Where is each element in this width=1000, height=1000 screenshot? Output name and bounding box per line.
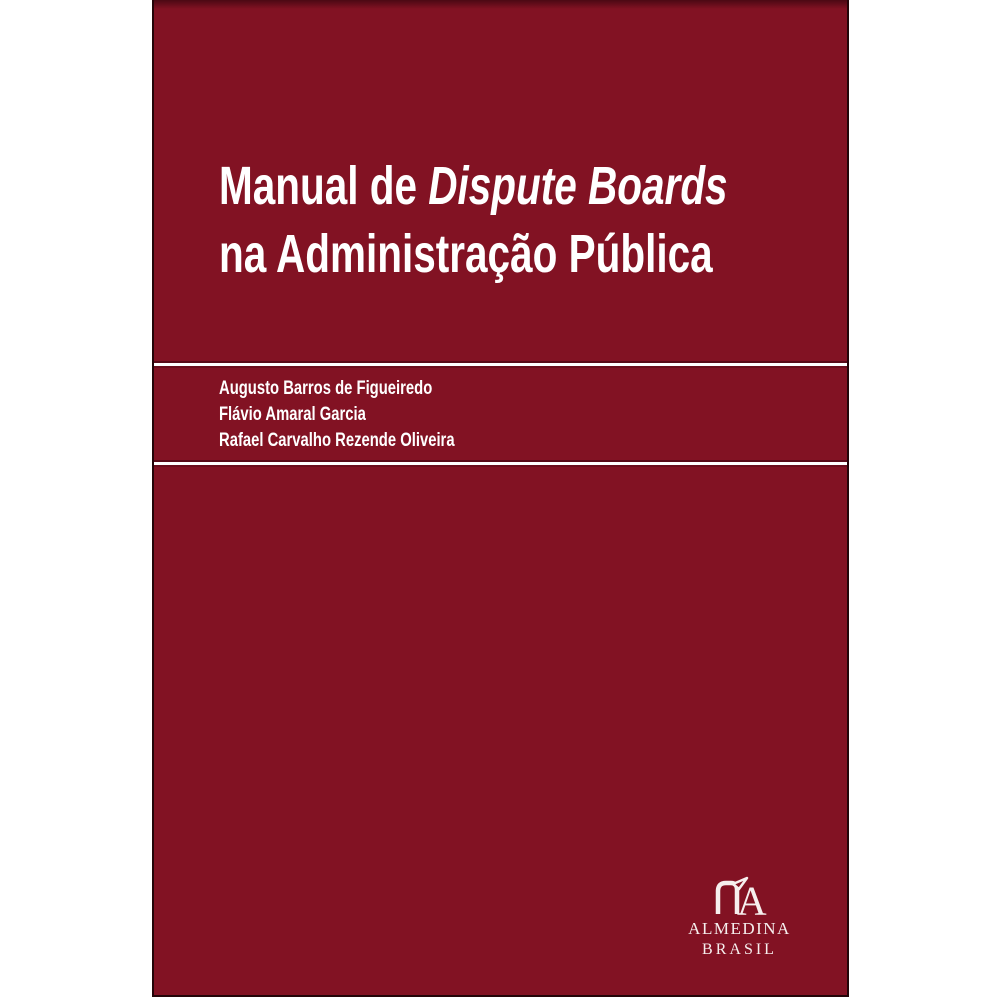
author-name: Augusto Barros de Figueiredo <box>219 378 433 399</box>
svg-text:A: A <box>736 877 767 916</box>
book-title-line1-regular: Manual de <box>219 156 429 217</box>
publisher-logo-block <box>682 876 797 959</box>
publisher-name: ALMEDINA <box>688 919 791 938</box>
book-title-line1-italic: Dispute Boards <box>428 156 728 217</box>
author-name: Flávio Amaral Garcia <box>219 404 366 425</box>
book-title <box>219 152 728 288</box>
almedina-open-book-monogram-icon <box>710 876 770 916</box>
author-list <box>219 376 455 454</box>
book-cover <box>152 0 849 997</box>
publisher-region: BRASIL <box>702 941 777 958</box>
author-name: Rafael Carvalho Rezende Oliveira <box>219 430 455 451</box>
divider-rule-bottom <box>154 462 847 465</box>
divider-rule-top <box>154 363 847 366</box>
book-title-line2: na Administração Pública <box>219 224 713 285</box>
